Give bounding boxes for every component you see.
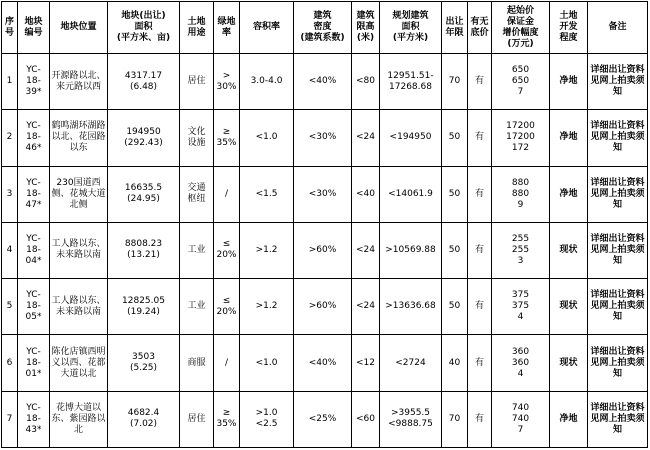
header-remarks: 备注 [588,2,648,54]
cell-remarks: 详细出让资料见网上拍卖须知 [588,335,648,391]
cell-term-years: 50 [442,166,468,222]
cell-planned-floor-area: >10569.88 [380,222,442,278]
cell-green-rate: ≤ 20% [214,222,240,278]
cell-price-deposit-increment: 17200 17200 172 [492,110,550,166]
cell-seq: 6 [2,335,18,391]
cell-planned-floor-area: 12951.51- 17268.68 [380,54,442,110]
cell-reserve-price: 有 [468,335,492,391]
cell-plot-ratio: <1.5 [240,166,294,222]
cell-building-density: <40% [294,54,352,110]
cell-building-density: >60% [294,279,352,335]
table-row [2,391,648,447]
cell-development-level: 现状 [550,335,588,391]
cell-term-years: 70 [442,391,468,447]
table-header [2,2,648,54]
cell-development-level: 净地 [550,166,588,222]
cell-area: 16635.5 (24.95) [108,166,180,222]
cell-building-density: >60% [294,222,352,278]
cell-reserve-price: 有 [468,54,492,110]
table-row [2,222,648,278]
cell-price-deposit-increment: 255 255 3 [492,222,550,278]
cell-remarks: 详细出让资料见网上拍卖须知 [588,279,648,335]
header-area: 地块(出让) 面积 (平方米、亩) [108,2,180,54]
cell-area: 8808.23 (13.21) [108,222,180,278]
header-planned-floor-area: 规划建筑 面积 (平方米) [380,2,442,54]
cell-plot-code: YC- 18- 47* [18,166,50,222]
cell-plot-ratio: >1.0 <2.5 [240,391,294,447]
cell-land-use: 工业 [180,222,214,278]
table-row [2,279,648,335]
cell-green-rate: / [214,166,240,222]
cell-price-deposit-increment: 740 740 7 [492,391,550,447]
cell-remarks: 详细出让资料见网上拍卖须知 [588,391,648,447]
cell-height-limit: <24 [352,110,380,166]
cell-location: 陈化店镇西明义以西、花都大道以北 [50,335,108,391]
cell-building-density: <25% [294,391,352,447]
cell-seq: 4 [2,222,18,278]
header-green-rate: 绿地 率 [214,2,240,54]
cell-height-limit: <80 [352,54,380,110]
cell-green-rate: ≤ 20% [214,279,240,335]
cell-plot-ratio: >1.2 [240,279,294,335]
table-row [2,54,648,110]
cell-seq: 7 [2,391,18,447]
cell-plot-ratio: <1.0 [240,335,294,391]
cell-green-rate: > 30% [214,54,240,110]
cell-plot-code: YC- 18- 46* [18,110,50,166]
cell-term-years: 50 [442,110,468,166]
header-plot-ratio: 容积率 [240,2,294,54]
cell-development-level: 净地 [550,54,588,110]
cell-plot-ratio: >1.2 [240,222,294,278]
cell-area: 4682.4 (7.02) [108,391,180,447]
cell-price-deposit-increment: 360 360 4 [492,335,550,391]
cell-location: 开源路以北、来元路以西 [50,54,108,110]
table-body [2,54,648,448]
cell-area: 3503 (5.25) [108,335,180,391]
cell-remarks: 详细出让资料见网上拍卖须知 [588,54,648,110]
cell-location: 鹤鸣湖环湖路以北、花园路以东 [50,110,108,166]
cell-plot-code: YC- 18- 43* [18,391,50,447]
header-location: 地块位置 [50,2,108,54]
header-term-years: 出让 年限 [442,2,468,54]
cell-planned-floor-area: <14061.9 [380,166,442,222]
cell-seq: 2 [2,110,18,166]
cell-land-use: 居住 [180,391,214,447]
cell-area: 194950 (292.43) [108,110,180,166]
cell-height-limit: <40 [352,166,380,222]
cell-plot-code: YC- 18- 04* [18,222,50,278]
header-land-use: 土地 用途 [180,2,214,54]
cell-height-limit: <24 [352,222,380,278]
cell-plot-ratio: <1.0 [240,110,294,166]
cell-land-use: 交通 枢纽 [180,166,214,222]
header-height-limit: 建筑 限高 (米) [352,2,380,54]
cell-seq: 5 [2,279,18,335]
cell-term-years: 50 [442,222,468,278]
cell-remarks: 详细出让资料见网上拍卖须知 [588,222,648,278]
cell-land-use: 工业 [180,279,214,335]
cell-term-years: 70 [442,54,468,110]
cell-remarks: 详细出让资料见网上拍卖须知 [588,166,648,222]
header-development-level: 土地 开发 程度 [550,2,588,54]
table-row [2,166,648,222]
header-building-density: 建筑 密度 (建筑系数) [294,2,352,54]
cell-location: 工人路以东、未来路以南 [50,222,108,278]
header-price-deposit-increment: 起始价 保证金 增价幅度 (万元) [492,2,550,54]
cell-height-limit: <12 [352,335,380,391]
cell-planned-floor-area: <2724 [380,335,442,391]
cell-building-density: <30% [294,166,352,222]
cell-term-years: 40 [442,335,468,391]
cell-building-density: <30% [294,110,352,166]
cell-development-level: 净地 [550,391,588,447]
cell-development-level: 现状 [550,279,588,335]
cell-price-deposit-increment: 375 375 4 [492,279,550,335]
cell-green-rate: ≥ 35% [214,391,240,447]
cell-green-rate: / [214,335,240,391]
cell-land-use: 商服 [180,335,214,391]
cell-price-deposit-increment: 650 650 7 [492,54,550,110]
header-reserve-price: 有无 底价 [468,2,492,54]
cell-reserve-price: 有 [468,279,492,335]
cell-green-rate: ≥ 35% [214,110,240,166]
cell-area: 12825.05 (19.24) [108,279,180,335]
cell-area: 4317.17 (6.48) [108,54,180,110]
cell-plot-code: YC- 18- 05* [18,279,50,335]
cell-reserve-price: 有 [468,222,492,278]
cell-plot-code: YC- 18- 39* [18,54,50,110]
cell-seq: 1 [2,54,18,110]
cell-height-limit: <24 [352,279,380,335]
cell-land-use: 文化 设施 [180,110,214,166]
cell-reserve-price: 有 [468,110,492,166]
cell-remarks: 详细出让资料见网上拍卖须知 [588,110,648,166]
table-row [2,110,648,166]
header-plot-code: 地块 编号 [18,2,50,54]
header-seq: 序 号 [2,2,18,54]
cell-location: 工人路以东、未来路以南 [50,279,108,335]
cell-seq: 3 [2,166,18,222]
cell-planned-floor-area: >13636.68 [380,279,442,335]
cell-reserve-price: 有 [468,391,492,447]
cell-price-deposit-increment: 880 880 9 [492,166,550,222]
table-row [2,335,648,391]
cell-term-years: 50 [442,279,468,335]
cell-planned-floor-area: >3955.5 <9888.75 [380,391,442,447]
cell-plot-code: YC- 18- 01* [18,335,50,391]
land-auction-table [1,1,648,448]
cell-building-density: <40% [294,335,352,391]
cell-reserve-price: 有 [468,166,492,222]
cell-location: 230国道西侧、花城大道北侧 [50,166,108,222]
header-row [2,2,648,54]
cell-height-limit: <60 [352,391,380,447]
cell-planned-floor-area: <194950 [380,110,442,166]
cell-plot-ratio: 3.0-4.0 [240,54,294,110]
cell-development-level: 现状 [550,222,588,278]
cell-land-use: 居住 [180,54,214,110]
cell-location: 花博大道以东、紫园路以北 [50,391,108,447]
cell-development-level: 净地 [550,110,588,166]
